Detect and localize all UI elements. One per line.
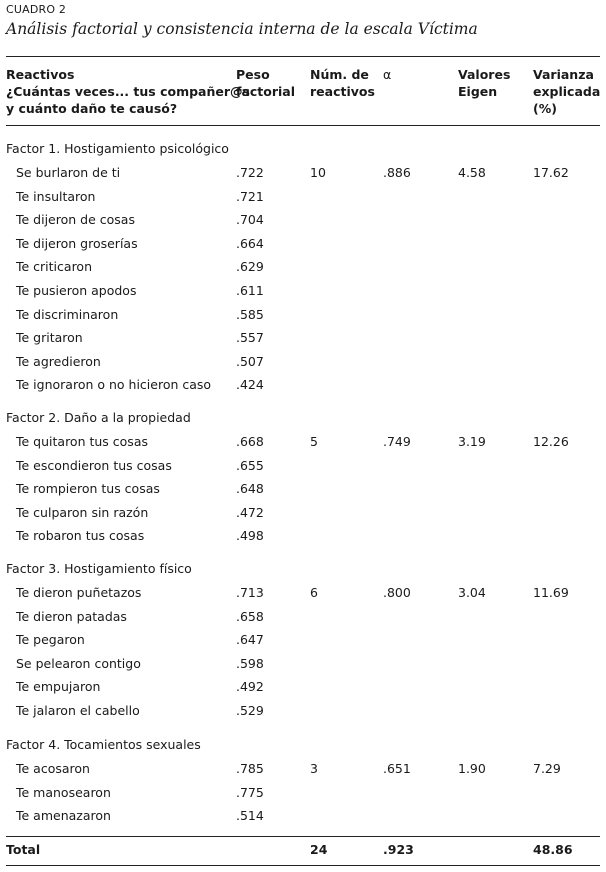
item-text: Se burlaron de ti bbox=[16, 165, 121, 180]
factor-eigen: 1.90 bbox=[458, 761, 486, 776]
factor-heading: Factor 1. Hostigamiento psicológico bbox=[6, 141, 229, 156]
item-peso: .507 bbox=[236, 354, 264, 369]
bottom-rule bbox=[6, 865, 600, 866]
item-text: Se pelearon contigo bbox=[16, 656, 141, 671]
item-text: Te pusieron apodos bbox=[16, 283, 137, 298]
item-text: Te dijeron de cosas bbox=[16, 212, 135, 227]
header-eigen bbox=[458, 66, 510, 100]
item-text: Te gritaron bbox=[16, 330, 83, 345]
header-varianza-line: explicada bbox=[533, 84, 601, 99]
factor-varianza: 12.26 bbox=[533, 434, 569, 449]
header-reactivos-line: y cuánto daño te causó? bbox=[6, 101, 178, 116]
factor-num: 10 bbox=[310, 165, 326, 180]
header-reactivos-line: ¿Cuántas veces... tus compañer@s bbox=[6, 84, 250, 99]
item-text: Te quitaron tus cosas bbox=[16, 434, 148, 449]
item-text: Te manosearon bbox=[16, 785, 111, 800]
table-title: Análisis factorial y consistencia interna de la escala Víctima bbox=[6, 20, 478, 38]
item-text: Te dieron patadas bbox=[16, 609, 127, 624]
header-peso bbox=[236, 66, 295, 100]
header-varianza-line: (%) bbox=[533, 101, 557, 116]
factor-heading: Factor 4. Tocamientos sexuales bbox=[6, 737, 201, 752]
factor-varianza: 17.62 bbox=[533, 165, 569, 180]
header-reactivos bbox=[6, 66, 250, 117]
factor-alpha: .800 bbox=[383, 585, 411, 600]
factor-num: 6 bbox=[310, 585, 318, 600]
item-text: Te discriminaron bbox=[16, 307, 119, 322]
item-peso: .424 bbox=[236, 377, 264, 392]
item-peso: .498 bbox=[236, 528, 264, 543]
header-eigen-line: Valores bbox=[458, 67, 511, 82]
total-num: 24 bbox=[310, 842, 328, 857]
item-text: Te robaron tus cosas bbox=[16, 528, 145, 543]
item-text: Te amenazaron bbox=[16, 808, 111, 823]
item-peso: .704 bbox=[236, 212, 264, 227]
item-text: Te insultaron bbox=[16, 189, 96, 204]
factor-alpha: .749 bbox=[383, 434, 411, 449]
header-varianza-line: Varianza bbox=[533, 67, 594, 82]
item-peso: .658 bbox=[236, 609, 264, 624]
item-peso: .611 bbox=[236, 283, 264, 298]
item-text: Te dijeron groserías bbox=[16, 236, 138, 251]
factor-alpha: .886 bbox=[383, 165, 411, 180]
item-text: Te acosaron bbox=[16, 761, 90, 776]
item-peso: .721 bbox=[236, 189, 264, 204]
item-peso: .668 bbox=[236, 434, 264, 449]
factor-heading: Factor 3. Hostigamiento físico bbox=[6, 561, 192, 576]
factor-varianza: 11.69 bbox=[533, 585, 569, 600]
header-reactivos-line: Reactivos bbox=[6, 67, 75, 82]
header-num bbox=[310, 66, 375, 100]
table-label: CUADRO 2 bbox=[6, 3, 67, 16]
item-peso: .629 bbox=[236, 259, 264, 274]
factor-eigen: 3.04 bbox=[458, 585, 486, 600]
item-peso: .585 bbox=[236, 307, 264, 322]
item-peso: .648 bbox=[236, 481, 264, 496]
header-varianza bbox=[533, 66, 600, 117]
factor-num: 3 bbox=[310, 761, 318, 776]
item-peso: .514 bbox=[236, 808, 264, 823]
item-peso: .529 bbox=[236, 703, 264, 718]
item-peso: .655 bbox=[236, 458, 264, 473]
header-num-line: Núm. de bbox=[310, 67, 369, 82]
item-peso: .722 bbox=[236, 165, 264, 180]
item-text: Te jalaron el cabello bbox=[16, 703, 140, 718]
item-text: Te agredieron bbox=[16, 354, 101, 369]
factor-eigen: 3.19 bbox=[458, 434, 486, 449]
total-varianza: 48.86 bbox=[533, 842, 573, 857]
item-peso: .647 bbox=[236, 632, 264, 647]
item-text: Te dieron puñetazos bbox=[16, 585, 142, 600]
factor-varianza: 7.29 bbox=[533, 761, 561, 776]
item-peso: .557 bbox=[236, 330, 264, 345]
factor-num: 5 bbox=[310, 434, 318, 449]
item-peso: .664 bbox=[236, 236, 264, 251]
header-peso-line: factorial bbox=[236, 84, 296, 99]
item-peso: .785 bbox=[236, 761, 264, 776]
item-peso: .775 bbox=[236, 785, 264, 800]
header-alpha bbox=[383, 66, 391, 83]
header-num-line: reactivos bbox=[310, 84, 375, 99]
item-text: Te escondieron tus cosas bbox=[16, 458, 172, 473]
total-rule bbox=[6, 836, 600, 837]
total-label: Total bbox=[6, 842, 41, 857]
header-peso-line: Peso bbox=[236, 67, 270, 82]
item-peso: .492 bbox=[236, 679, 264, 694]
item-text: Te empujaron bbox=[16, 679, 101, 694]
factor-alpha: .651 bbox=[383, 761, 411, 776]
item-peso: .598 bbox=[236, 656, 264, 671]
item-text: Te rompieron tus cosas bbox=[16, 481, 160, 496]
factor-eigen: 4.58 bbox=[458, 165, 486, 180]
factor-heading: Factor 2. Daño a la propiedad bbox=[6, 410, 191, 425]
header-alpha-line: α bbox=[383, 67, 392, 82]
top-rule bbox=[6, 56, 600, 57]
item-peso: .472 bbox=[236, 505, 264, 520]
header-rule bbox=[6, 125, 600, 126]
item-text: Te criticaron bbox=[16, 259, 93, 274]
header-eigen-line: Eigen bbox=[458, 84, 498, 99]
item-text: Te culparon sin razón bbox=[16, 505, 149, 520]
item-text: Te pegaron bbox=[16, 632, 85, 647]
total-alpha: .923 bbox=[383, 842, 414, 857]
item-peso: .713 bbox=[236, 585, 264, 600]
item-text: Te ignoraron o no hicieron caso bbox=[16, 377, 212, 392]
